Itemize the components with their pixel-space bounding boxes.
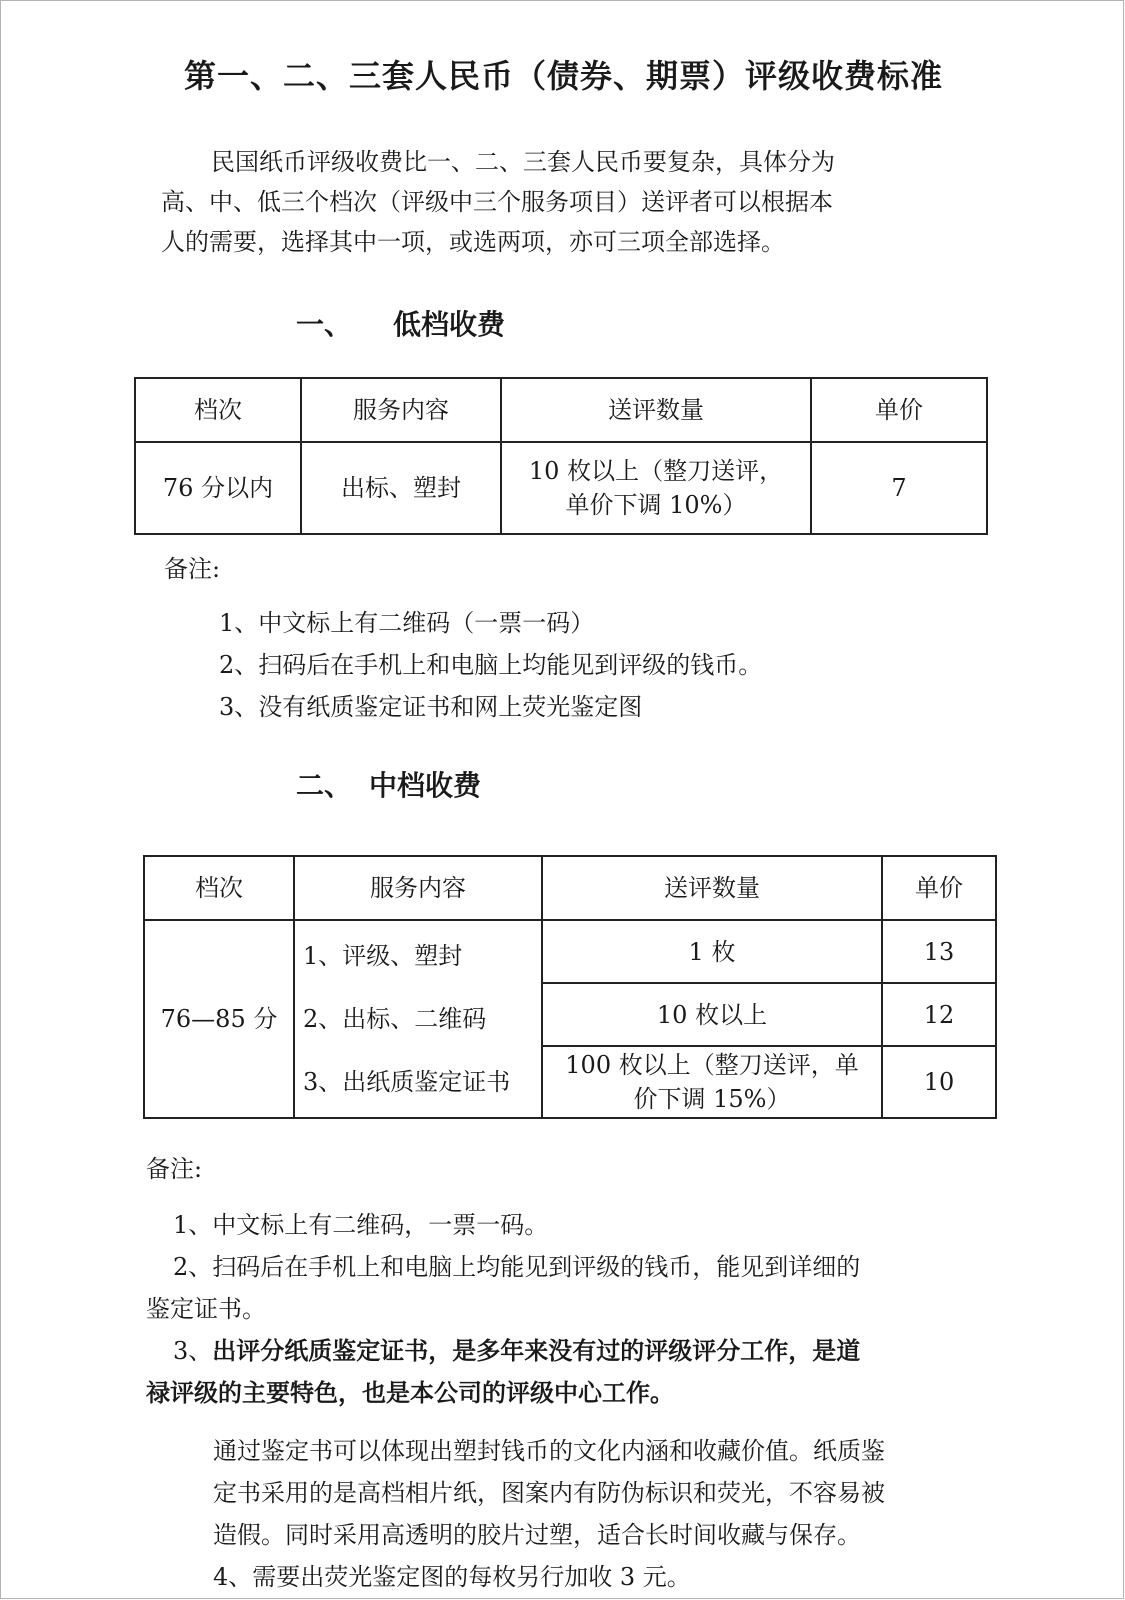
table-header-row [144, 856, 996, 920]
header-service: 服务内容 [301, 378, 501, 442]
intro-line-2: 高、中、低三个档次（评级中三个服务项目）送评者可以根据本 [161, 188, 833, 216]
cell-price: 13 [882, 920, 996, 983]
table-header-row [135, 378, 987, 442]
quantity-line-1: 10 枚以上（整刀送评， [528, 457, 784, 485]
mid-tier-fee-table [143, 855, 997, 1119]
section1-note-2: 2、扫码后在手机上和电脑上均能见到评级的钱币。 [219, 651, 763, 679]
section2-note-2-line-2: 鉴定证书。 [146, 1295, 266, 1323]
service-item-3: 3、出纸质鉴定证书 [303, 1067, 511, 1096]
quantity-line-2: 价下调 15%） [633, 1085, 791, 1113]
section1-heading: 低档收费 [393, 308, 506, 341]
low-tier-fee-table [134, 377, 988, 535]
cell-service: 出标、塑封 [301, 442, 501, 534]
header-grade: 档次 [135, 378, 301, 442]
header-service: 服务内容 [294, 856, 542, 920]
cell-grade: 76 分以内 [135, 442, 301, 534]
header-price: 单价 [811, 378, 987, 442]
quantity-line-1: 100 枚以上（整刀送评，单 [565, 1051, 859, 1079]
section2-notes-label: 备注: [146, 1155, 203, 1183]
cell-quantity: 1 枚 [542, 920, 882, 983]
header-quantity: 送评数量 [501, 378, 811, 442]
table-row [144, 920, 996, 983]
certificate-description-line-2: 定书采用的是高档相片纸，图案内有防伪标识和荧光，不容易被 [213, 1479, 885, 1507]
header-quantity: 送评数量 [542, 856, 882, 920]
header-price: 单价 [882, 856, 996, 920]
section1-note-3: 3、没有纸质鉴定证书和网上荧光鉴定图 [219, 693, 643, 721]
page-title: 第一、二、三套人民币（债券、期票）评级收费标准 [183, 57, 943, 95]
section2-note-3-line-1 [173, 1331, 860, 1366]
section2-heading: 中档收费 [369, 769, 482, 802]
service-item-1: 1、评级、塑封 [303, 941, 463, 970]
cell-quantity [501, 442, 811, 534]
section2-note-2-line-1: 2、扫码后在手机上和电脑上均能见到评级的钱币，能见到详细的 [173, 1253, 861, 1281]
certificate-description-line-3: 造假。同时采用高透明的胶片过塑，适合长时间收藏与保存。 [213, 1521, 861, 1549]
section2-note-4: 4、需要出荧光鉴定图的每枚另行加收 3 元。 [213, 1563, 691, 1591]
cell-quantity: 10 枚以上 [542, 983, 882, 1046]
cell-grade: 76—85 分 [144, 920, 294, 1118]
intro-line-3: 人的需要，选择其中一项，或选两项，亦可三项全部选择。 [161, 228, 785, 256]
service-item-2: 2、出标、二维码 [303, 1004, 487, 1033]
section1-note-1: 1、中文标上有二维码（一票一码） [219, 609, 595, 637]
section2-note-3-line-2: 禄评级的主要特色，也是本公司的评级中心工作。 [146, 1378, 674, 1407]
header-grade: 档次 [144, 856, 294, 920]
cell-price: 7 [811, 442, 987, 534]
intro-line-1: 民国纸币评级收费比一、二、三套人民币要复杂，具体分为 [211, 148, 835, 176]
section1-notes-label: 备注: [164, 555, 221, 583]
note-3-bold-text: 出评分纸质鉴定证书，是多年来没有过的评级评分工作，是道 [212, 1336, 861, 1365]
cell-price: 10 [882, 1046, 996, 1118]
table-row [135, 442, 987, 534]
cell-service [294, 920, 542, 1118]
cell-quantity [542, 1046, 882, 1118]
cell-price: 12 [882, 983, 996, 1046]
quantity-line-2: 单价下调 10%） [565, 491, 747, 519]
section2-note-1: 1、中文标上有二维码，一票一码。 [173, 1211, 549, 1239]
note-3-prefix: 3、 [173, 1337, 213, 1365]
section1-number: 一、 [296, 308, 353, 341]
certificate-description-line-1: 通过鉴定书可以体现出塑封钱币的文化内涵和收藏价值。纸质鉴 [213, 1437, 885, 1465]
section2-number: 二、 [296, 769, 353, 802]
